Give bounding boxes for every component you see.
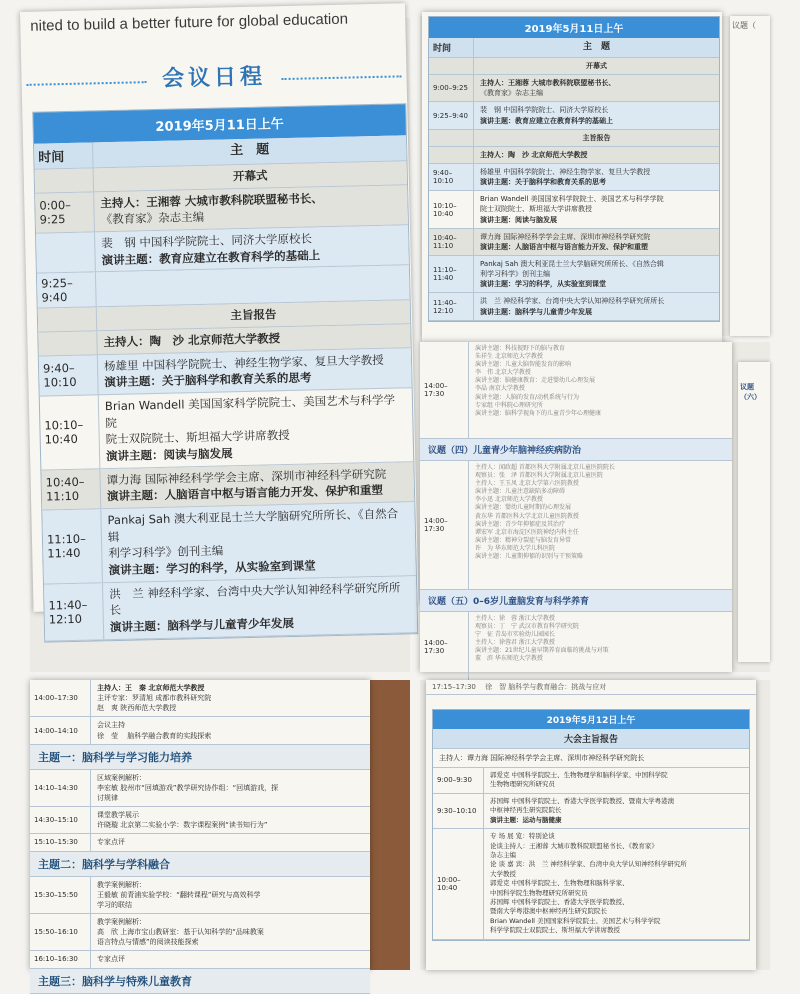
schedule-row [429,147,719,164]
topic-line: Brian Wandell 美国国家科学院院士、美国艺术与科学学院 [480,195,664,204]
schedule-row [433,768,749,794]
schedule-row [429,191,719,228]
content-line: 主持人：徐 蓉 浙江大学教授 [475,615,555,622]
topic-line: 赵 爽 陕西师范大学教授 [97,704,177,713]
content-line: 谭宏军 北京市海淀区医院神经内科主任 [475,528,579,536]
time-cell: 9:40–10:10 [39,355,99,396]
schedule-row [429,256,719,293]
topic-line: 演讲主题：人脑语言中枢与语言能力开发、保护和重塑 [480,242,648,251]
theme-one: 主题一：脑科学与学习能力培养 [30,745,370,770]
topic-line: 教学案例解析： [97,880,146,889]
topic-line: 主旨报告 [582,133,611,142]
topic-line: 《教育家》杂志主编 [480,89,543,98]
content-line: 许 为 华东师范大学儿科医院 [475,544,555,552]
schedule-row [433,829,749,940]
topic-cell [98,348,412,394]
page [30,680,370,988]
schedule-row [42,502,416,584]
side-page [730,16,770,336]
topic-cell [96,266,410,307]
topic-line: 演讲主题：人脑语言中枢与语言能力开发、保护和重塑 [106,483,384,504]
topic-cell [474,191,719,227]
time-cell [38,308,97,332]
topic-cell [91,914,370,950]
session-row [420,461,732,590]
time-cell: 14:00–17:30 [420,612,469,682]
time-cell [429,147,474,163]
schedule-row [30,951,370,968]
topic-line: 教学案例解析： [97,917,146,926]
topic-line: 讨规律 [97,793,118,802]
side-page [738,362,770,662]
topic-line: 开幕式 [586,62,607,71]
topic-line: 演讲主题：阅读与脑发展 [105,446,233,464]
schedule-table [32,103,418,642]
topic-line: 论 谈 嘉 宾：洪 兰 神经科学家、台湾中央大学认知神经科学研究所 [490,860,687,869]
schedule-table [428,16,720,322]
time-cell: 10:40–11:10 [41,469,101,510]
time-cell: 9:25–9:40 [37,273,97,308]
topic-line: 高 欣 上海市宝山教研室：基于认知科学的“品味教案 [97,928,264,937]
topic-line: 杨雄里 中国科学院院士、神经生物学家、复旦大学教授 [480,168,651,177]
topic-line: 利学习科学》创刊主编 [108,543,224,561]
topic-line: 暨南大学粤港澳中枢神经再生研究院院长 [490,907,607,916]
topic-line: 区域案例解析： [97,773,146,782]
content-line: 演讲主题：儿童大脑智能发育的影响 [475,361,572,369]
schedule-row [30,877,370,914]
time-cell: 9:00–9:30 [433,768,484,793]
time-cell: 11:40–12:10 [44,583,104,640]
time-cell: 14:00–17:30 [30,680,91,716]
topic-cell [474,102,719,128]
page [426,680,756,970]
time-cell: 14:30–15:10 [30,807,91,833]
topic-line: 生物物理研究所研究员 [490,780,555,789]
side-label: 议题（ [732,21,756,30]
topic-line: 许晓璇 北京第二实验小学：数字课程案例“读书知行为” [97,821,268,830]
photo-keynote [420,680,770,970]
page [422,12,722,342]
content-line: 主持人：王玉凤 北京大学第六医院教授 [475,480,579,488]
schedule-row [30,807,370,834]
topic-line: 学习的联结 [97,900,132,909]
content-line: 朱祥生 北京师范大学教授 [475,353,543,361]
schedule-row [429,58,719,75]
content-line: 主持人：徐蓉君 浙江大学教授 [475,639,555,647]
topic-cell [474,229,719,255]
time-cell [429,130,474,146]
topic-line: 《教育家》杂志主编 [100,210,205,227]
topic-line: 苏国辉 中国科学院院士、香港大学医学院教授、 [490,898,629,907]
time-cell: 11:40–12:10 [429,293,474,319]
topic-line: 专 场 展 览：特别论谈 [490,832,555,841]
content-line: 演讲主题：脑健康教育：走进婴幼儿心理发展 [475,377,596,385]
topic-cell [91,951,370,967]
session-row [420,612,732,682]
photo-schedule-main [30,10,410,672]
photo-themes [30,680,410,988]
content-line: 主持人：闻政超 首都医科大学附属北京儿童医院院长 [475,464,615,471]
time-cell: 15:50–16:10 [30,914,91,950]
topic-line: 王毅敏 前青浦实验学校：“翻转课程”研究与高效科学 [97,890,261,899]
time-cell: 10:10–10:40 [429,191,474,227]
content-line: 宁 征 青岛市实验幼儿园园长 [475,631,555,639]
time-cell [429,58,474,74]
time-cell [35,168,94,192]
time-cell: 10:40–11:10 [429,229,474,255]
topic-line: Pankaj Sah 澳大利亚昆士兰大学脑研究所所长、《自然合辑 [107,506,399,544]
time-cell: 15:10–15:30 [30,834,91,850]
schedule-row [30,770,370,807]
content-line: 李小迅 北京师范大学教授 [475,496,543,504]
topic-cell [474,58,719,74]
topic-cell [91,717,370,743]
section-title [21,56,407,96]
topic-line: 科学学院院士双院院士、斯坦福大学讲席教授 [490,926,620,935]
schedule-row [30,914,370,951]
topic-line: 利学习科学》创刊主编 [480,270,550,279]
topic-line: 主持人：陶 沙 北京师范大学教授 [480,150,588,159]
schedule-row [30,717,370,744]
topic-cell [474,75,719,101]
topic-line: 裴 钢 中国科学院院士、同济大学原校长 [480,106,609,115]
time-cell: 9:25–9:40 [429,102,474,128]
session-content [469,612,732,682]
topic-cell [103,576,417,639]
date-header: 2019年5月12日上午 [433,710,749,729]
schedule-row [429,75,719,102]
time-cell: 10:00–10:40 [433,829,484,939]
topic-line: 主持人：陶 沙 北京师范大学教授 [103,331,281,350]
page [420,342,732,672]
topic-line: 院士双院院士、斯坦福大学讲席教授 [480,205,592,214]
date-header: 2019年5月11日上午 [429,17,719,38]
topic-line: 课堂教学展示 [97,811,139,820]
tagline: nited to build a better future for global education [30,10,349,35]
topic-line [102,269,403,292]
topic-line: 杂志主编 [490,850,516,859]
topic-line: 演讲主题：教育应建立在教育科学的基础上 [480,116,613,125]
content-line: 演讲主题：儿童期抑郁的识别与干预策略 [475,553,584,561]
photo-topic-sessions [420,342,770,672]
topic-line: 演讲主题：运动与脑健康 [490,815,562,824]
content-line: 演讲主题：科技视野下的脑与教育 [475,345,566,352]
agenda-heading: 会议日程 [161,64,267,92]
topic-line: 专家点评 [97,955,125,964]
content-line: 李 伟 北京大学教授 [475,369,531,377]
content-line: 演讲主题：儿童注意缺陷多动障碍 [475,488,566,496]
topic-line: 演讲主题：学习的科学，从实验室到课堂 [480,280,606,289]
topic-line: 裴 钢 中国科学院院士、同济大学原校长 [101,231,313,251]
section-five: 议题（五）0–6岁儿童脑发育与科学养育 [420,590,732,612]
schedule-row [429,293,719,320]
topic-line: 论谈主持人：王湘蓉 大城市教科院联盟秘书长、《教育家》 [490,841,658,850]
schedule-row [30,834,370,851]
theme-two: 主题二：脑科学与学科融合 [30,852,370,877]
topic-cell [484,768,749,793]
time-cell: 14:00–17:30 [420,461,469,589]
col-time: 时间 [34,142,94,168]
topic-cell [100,462,414,508]
schedule-row [44,576,417,641]
col-time: 时间 [429,38,474,57]
topic-line: 语言特点与情感”的阅读技能探索 [97,938,199,947]
time-cell: 11:10–11:40 [429,256,474,292]
time-cell: 14:00–14:10 [30,717,91,743]
content-line: 演讲主题：精神分裂症与脑发育异常 [475,536,572,544]
table-header [429,38,719,58]
topic-cell [474,164,719,190]
topic-line: 徐 莹 脑科学融合教育的实践探索 [97,731,212,740]
schedule-row [429,229,719,256]
topic-line: Brian Wandell 美国国家科学院院士、美国艺术与科学学院 [104,392,396,430]
topic-line: 专家点评 [97,838,125,847]
topic-line: 郭爱克 中国科学院院士、生物物理和脑科学家、 [490,879,629,888]
schedule-row [40,388,414,470]
topic-line: 主评专家：罗清旭 成都市教科研究院 [97,694,212,703]
topic-line: 洪 兰 神经科学家、台湾中央大学认知神经科学研究所所长 [480,297,665,306]
time-cell [38,331,97,355]
time-cell: 14:10–14:30 [30,770,91,806]
col-topic: 主 题 [582,42,610,52]
topic-line: 苏国辉 中国科学院院士、香港大学医学院教授、暨南大学粤港澳 [490,796,675,805]
time-cell: 9:40–10:10 [429,164,474,190]
topic-line: 会议主持 [97,721,135,730]
host-line: 主持人：谭力海 国际神经科学学会主席、深圳市神经科学研究院长 [433,749,749,768]
topic-line: 演讲主题：脑科学与儿童青少年发展 [480,307,592,316]
topic-line: 演讲主题：脑科学与儿童青少年发展 [109,616,295,635]
content-line: 演讲主题：21世纪儿童早期养育面临的挑战与对策 [475,647,609,655]
content-line: 演讲主题：青少年抑郁症及其治疗 [475,520,566,528]
topic-cell [474,130,719,146]
topic-cell [484,829,749,939]
topic-cell [94,185,408,231]
topic-cell [474,147,719,163]
topic-line: 演讲主题：学习的科学，从实验室到课堂 [108,558,316,578]
theme-three: 主题三：脑科学与特殊儿童教育 [30,969,370,994]
time-cell: 15:30–15:50 [30,877,91,913]
schedule-row [429,102,719,129]
topic-cell [91,680,370,716]
time-cell: 16:10–16:30 [30,951,91,967]
topic-cell [474,256,719,292]
topic-line: 主持人：王湘蓉 大城市教科院联盟秘书长、 [100,190,323,210]
topic-line: 中枢神经再生研究院院长 [490,806,562,815]
keynote-title: 大会主旨报告 [433,729,749,749]
top-line: 17:15–17:30 徐 智 脑科学与教育融合：挑战与应对 [426,680,756,695]
topic-line: 谭力海 国际神经科学学会主席、深圳市神经科学研究院 [480,232,651,241]
schedule-row [429,164,719,191]
topic-line: 演讲主题：教育应建立在教育科学的基础上 [101,247,321,267]
session-content [469,461,732,589]
topic-line: Brian Wandell 美国国家科学院院士、美国艺术与科学学院 [490,916,661,925]
topic-cell [91,834,370,850]
content-line: 黄东华 首都医科大学北京儿童医院教授 [475,512,579,520]
topic-cell [91,877,370,913]
topic-cell [91,770,370,806]
section-four: 议题（四）儿童青少年脑神经疾病防治 [420,439,732,461]
topic-line: 开幕式 [232,168,268,184]
schedule-row [433,794,749,829]
topic-cell [474,293,719,319]
topic-line: 大学教授 [490,869,516,878]
content-line: 李晶 南京大学教授 [475,385,525,393]
topic-line: 演讲主题：阅读与脑发展 [480,215,557,224]
topic-line: 院士双院院士、斯坦福大学讲席教授 [105,428,290,447]
content-line: 专家组 中科院心理研究所 [475,401,543,409]
schedule-row [30,680,370,717]
session-content [469,342,732,438]
topic-line: Pankaj Sah 澳大利亚昆士兰大学脑研究所所长、《自然合辑 [480,260,664,269]
time-cell: 14:00–17:30 [420,342,469,438]
content-line: 观察员：张 泽 首都医科大学附属北京儿童医院 [475,472,603,480]
page [20,3,419,635]
topic-line: 主持人：王 秦 北京师范大学教授 [97,684,205,692]
time-cell [36,232,96,273]
topic-line: 主旨报告 [230,307,277,323]
topic-line: 谭力海 国际神经科学学会主席、深圳市神经科学研究院 [106,466,387,487]
topic-line: 中国科学院生物物理研究所研究员 [490,888,588,897]
time-cell: 11:10–11:40 [42,509,103,583]
topic-cell [484,794,749,828]
topic-line: 郭爱克 中国科学院院士、生物物理学和脑科学家、中国科学院 [490,771,668,779]
keynote-table [432,709,750,941]
topic-line: 洪 兰 神经科学家、台湾中央大学认知神经科学研究所所长 [109,580,401,618]
content-line: 演讲主题：脑科学视角下的儿童青少年心理健康 [475,409,602,417]
schedule-row [429,130,719,147]
time-cell: 9:30–10:10 [433,794,484,828]
date-header: 2019年5月11日上午 [33,104,406,143]
content-line: 演讲主题：人脑的发育/动机系统与行为 [475,393,580,401]
topic-cell [95,225,409,271]
time-cell: 0:00–9:25 [35,192,95,233]
topic-line: 李宏敏 胶州市“回填游戏”教学研究协作组：“回填游戏，探 [97,783,279,792]
time-cell: 9:00–9:25 [429,75,474,101]
topic-cell [91,807,370,833]
topic-line: 主持人：王湘蓉 大城市教科院联盟秘书长、 [480,79,616,88]
content-line: 观察员：丁 宁 武汉市教育科学研究院 [475,623,579,631]
topic-line: 杨雄里 中国科学院院士、神经生物学家、复旦大学教授 [103,352,384,373]
content-line: 演讲主题：婴幼儿童时期的心理发展 [475,504,572,512]
col-topic: 主 题 [230,142,270,159]
topic-cell [101,502,416,582]
topic-line: 演讲主题：关于脑科学和教育关系的思考 [104,370,312,390]
topic-cell [99,388,414,468]
topic-line: 演讲主题：关于脑科学和教育关系的思考 [480,178,606,187]
photo-schedule-copy [420,16,770,336]
content-line: 董 滨 华东师范大学教授 [475,655,543,663]
time-cell: 10:10–10:40 [40,395,101,469]
side-label: 议题（六） [740,383,761,401]
session-row [420,342,732,439]
